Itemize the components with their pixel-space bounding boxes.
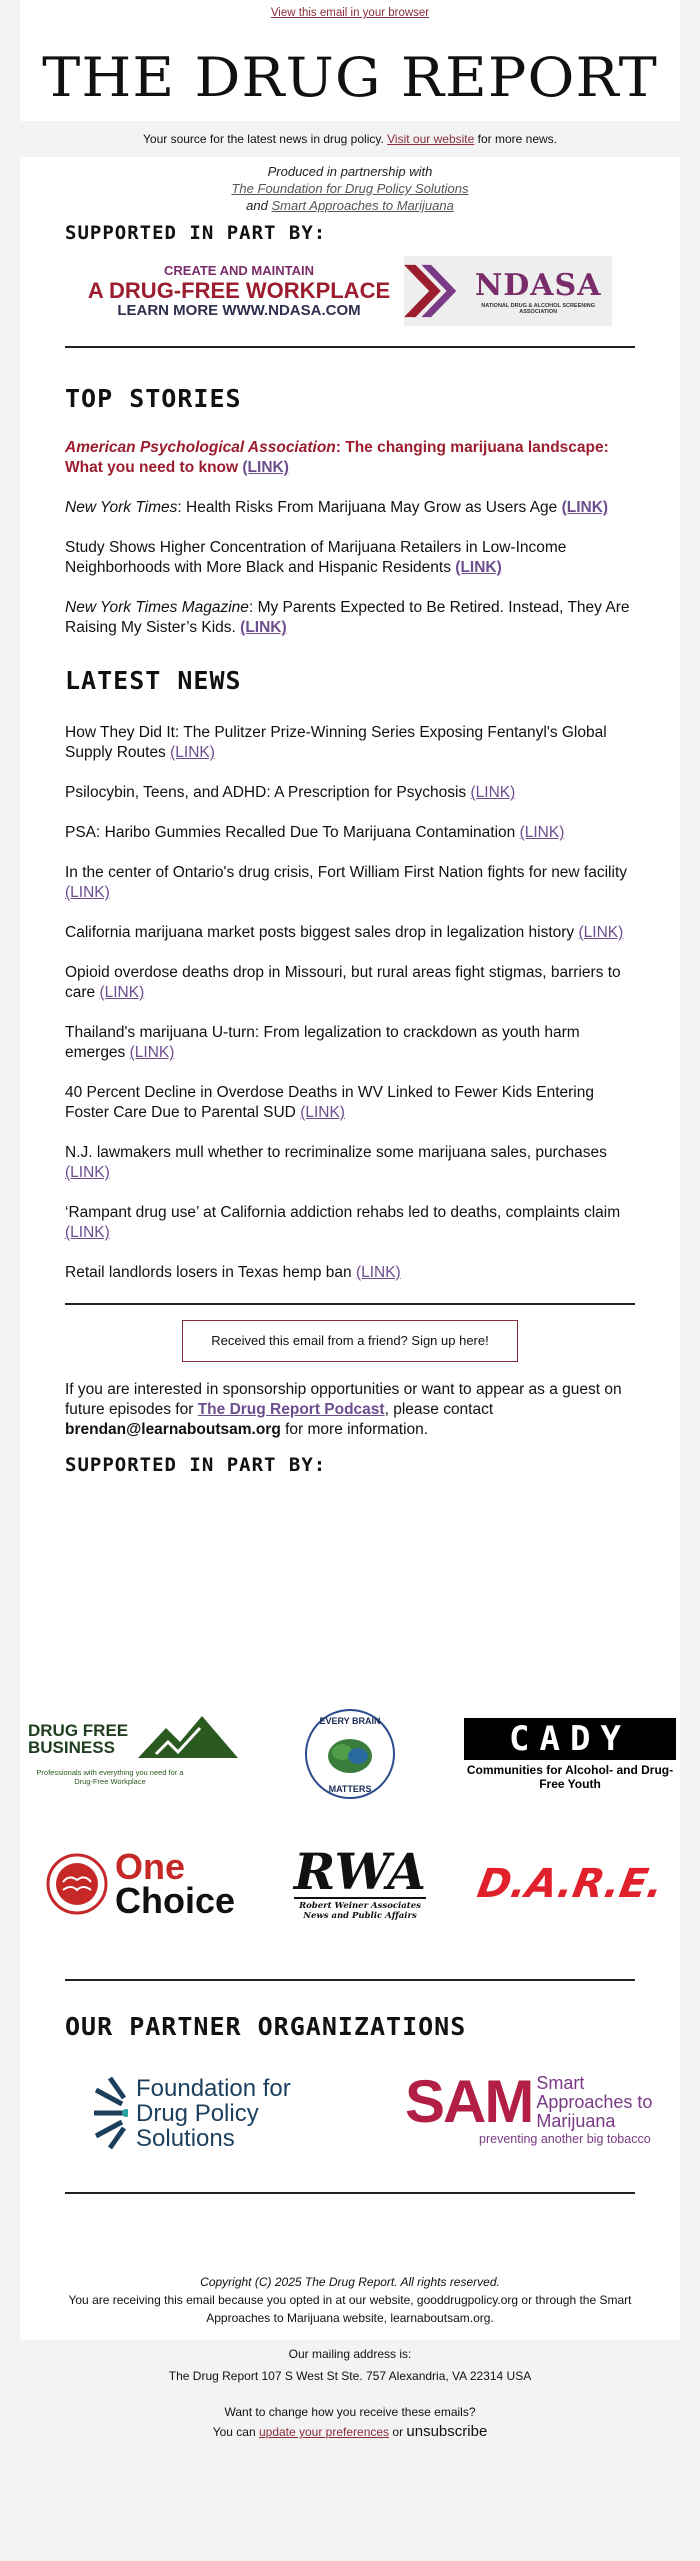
story-title: Study Shows Higher Concentration of Marijuana Retailers in Low-Income Neighborhoods with More Black and Hispanic Residents [65,539,567,576]
tagline-text-end: for more news. [474,132,557,146]
story-sep: : [177,499,187,516]
sam-line-2: Approaches to [536,2091,653,2112]
rwa-title: RWA [293,1842,427,1901]
contact-email: brendan@learnaboutsam.org [65,1421,281,1438]
every-brain-matters-logo[interactable] [240,1709,460,1799]
news-item [65,923,635,943]
sponsor-logos [20,1709,680,1969]
ebm-bottom-text: MATTERS [328,1784,372,1794]
news-item [65,1143,635,1183]
news-item [65,723,635,763]
tagline-text: Your source for the latest news in drug policy. [143,132,388,146]
news-item [65,1203,635,1243]
ndasa-logo-sub: NATIONAL DRUG & ALCOHOL SCREENING ASSOCIATION [481,302,596,315]
partnership-and: and [246,198,272,213]
footer-copyright: Copyright (C) 2025 The Drug Report. All rights reserved. [200,2275,500,2289]
view-in-browser-link[interactable]: View this email in your browser [270,7,430,19]
one-choice-brain-icon [45,1852,109,1916]
footer-you-can: You can [212,2425,259,2439]
dfb-title-1: DRUG FREE [28,1721,129,1740]
top-story [65,598,635,638]
fdps-logo[interactable] [86,2072,336,2154]
story-source: New York Times [65,499,178,516]
news-title: N.J. lawmakers mull whether to recriminalize some marijuana sales, purchases [65,1144,607,1161]
fdps-line-2: Drug Policy [136,2099,259,2127]
brain-icon [302,1706,398,1802]
fdps-link[interactable]: The Foundation for Drug Policy Solutions [231,181,469,196]
news-item [65,823,635,843]
preheader [20,0,680,24]
fdps-line-1: Foundation for [136,2074,291,2102]
story-link[interactable]: (LINK) [240,619,287,636]
news-link[interactable]: (LINK) [519,824,565,841]
sponsorship-text-end: for more information. [280,1421,429,1438]
ndasa-logo-name: NDASA [474,267,602,303]
news-item [65,1083,635,1123]
ndasa-banner-text [88,261,390,321]
top-story [65,438,635,478]
ndasa-banner[interactable] [65,256,635,326]
sam-line-3: Marijuana [536,2110,616,2131]
footer [65,2273,635,2441]
top-story [65,538,635,578]
rwa-sub-1: Robert Weiner Associates [299,1901,421,1911]
news-title: How They Did It: The Pulitzer Prize-Winning Series Exposing Fentanyl's Global Supply Routes [65,724,607,761]
news-link[interactable]: (LINK) [129,1044,175,1061]
footer-reason: You are receiving this email because you opted in at our website, gooddrugpolicy.org or through the Smart Approaches to Marijuana website, learnaboutsam.org. [68,2293,632,2325]
rwa-sub-2: News and Public Affairs [303,1911,417,1921]
news-title: Psilocybin, Teens, and ADHD: A Prescription for Psychosis [65,784,471,801]
ndasa-line-3: LEARN MORE WWW.NDASA.COM [117,302,361,319]
dfb-title-2: BUSINESS [28,1738,115,1757]
news-title: California marijuana market posts biggest sales drop in legalization history [65,924,579,941]
signup-wrap [65,1320,635,1362]
story-title: My Parents Expected to Be Retired. Instead, They Are Raising My Sister’s Kids. [65,599,630,636]
story-sep: : [248,599,258,616]
latest-news-heading: LATEST NEWS [65,666,242,695]
cady-subtitle: Communities for Alcohol- and Drug-Free Youth [466,1762,674,1791]
drug-free-business-logo[interactable] [20,1709,240,1799]
ndasa-chevron-icon [404,256,464,326]
news-link[interactable]: (LINK) [470,784,516,801]
supported-heading: SUPPORTED IN PART BY: [65,222,327,244]
ebm-top-text: EVERY BRAIN [319,1716,381,1726]
mountains-icon [138,1714,238,1760]
rwa-logo[interactable] [260,1839,460,1929]
news-link[interactable]: (LINK) [99,984,145,1001]
ndasa-logo [404,256,612,326]
newsletter-title: THE DRUG REPORT [42,46,658,109]
cady-logo[interactable] [460,1709,680,1799]
footer-mailing-label: Our mailing address is: [288,2347,412,2361]
partners-heading: OUR PARTNER ORGANIZATIONS [65,2012,467,2041]
podcast-link[interactable]: The Drug Report Podcast [197,1401,385,1418]
top-stories-list [65,438,635,638]
one-choice-logo[interactable] [20,1839,260,1929]
footer-address: The Drug Report 107 S West St Ste. 757 Alexandria, VA 22314 USA [168,2369,532,2383]
tagline [0,121,700,157]
partnership-note [65,163,635,214]
news-title: ‘Rampant drug use’ at California addiction rehabs led to deaths, complaints claim [65,1204,621,1221]
sponsorship-text: If you are interested in sponsorship opportunities or want to appear as a guest on future episodes for [65,1381,622,1418]
news-link[interactable]: (LINK) [578,924,624,941]
sponsorship-text-mid: , please contact [384,1401,494,1418]
supported-heading-2: SUPPORTED IN PART BY: [65,1454,327,1476]
story-title: The changing marijuana landscape: What you need to know [65,439,609,476]
sam-abbr: SAM [405,2068,533,2135]
news-title: 40 Percent Decline in Overdose Deaths in WV Linked to Fewer Kids Entering Foster Care Due to Parental SUD [65,1084,594,1121]
dfb-subtitle: Professionals with everything you need for a Drug-Free Workplace [36,1768,184,1786]
visit-website-link[interactable]: Visit our website [387,132,475,146]
top-story [65,498,635,518]
top-stories-heading: TOP STORIES [65,384,242,413]
sam-tagline: preventing another big tobacco [479,2132,651,2146]
signup-button[interactable]: Received this email from a friend? Sign up here! [182,1320,518,1362]
news-link[interactable]: (LINK) [65,1164,110,1181]
news-title: In the center of Ontario's drug crisis, Fort William First Nation fights for new facility [65,864,627,881]
story-source: New York Times Magazine [65,599,249,616]
news-item [65,863,635,903]
dare-logo[interactable] [460,1839,680,1929]
dare-text: D.A.R.E. [473,1861,667,1907]
divider [65,1303,635,1305]
news-title: PSA: Haribo Gummies Recalled Due To Marijuana Contamination [65,824,520,841]
story-title: Health Risks From Marijuana May Grow as Users Age [186,499,562,516]
news-link[interactable]: (LINK) [170,744,215,761]
ndasa-line-1: CREATE AND MAINTAIN [164,263,314,278]
news-item [65,1023,635,1063]
story-link[interactable]: (LINK) [242,459,289,476]
fdps-line-3: Solutions [136,2124,235,2152]
news-link[interactable]: (LINK) [65,1224,110,1241]
news-item [65,1263,635,1283]
news-title: Retail landlords losers in Texas hemp ban [65,1264,356,1281]
fdps-rays-icon [86,2074,128,2152]
story-link[interactable]: (LINK) [455,559,502,576]
story-sep: : [335,439,346,456]
news-title: Thailand's marijuana U-turn: From legalization to crackdown as youth harm emerges [65,1024,580,1061]
divider [65,346,635,348]
sam-logo[interactable] [405,2068,665,2154]
unsubscribe-link[interactable]: unsubscribe [406,2423,488,2440]
sam-line-1: Smart [536,2072,585,2093]
cady-title: CADY [464,1718,676,1760]
sponsorship-note [65,1380,635,1440]
story-source: American Psychological Association [65,439,336,456]
footer-change: Want to change how you receive these emails? [224,2405,476,2419]
main-content [20,157,680,2440]
one-choice-word-1: One [114,1846,185,1887]
one-choice-word-2: Choice [114,1880,236,1921]
news-link[interactable]: (LINK) [65,884,110,901]
footer-or: or [389,2425,407,2439]
partnership-line: Produced in partnership with [267,164,433,179]
news-item [65,783,635,803]
news-link[interactable]: (LINK) [355,1264,401,1281]
update-preferences-link[interactable]: update your preferences [258,2425,390,2439]
divider [65,2192,635,2194]
masthead [20,24,680,121]
ndasa-line-2: A DRUG-FREE WORKPLACE [87,278,391,303]
sam-link[interactable]: Smart Approaches to Marijuana [271,198,454,213]
news-item [65,963,635,1003]
news-title: Opioid overdose deaths drop in Missouri, but rural areas fight stigmas, barriers to care [65,964,621,1001]
story-link[interactable]: (LINK) [561,499,609,516]
latest-news-list [65,723,635,1283]
news-link[interactable]: (LINK) [300,1104,345,1121]
divider [65,1979,635,1981]
